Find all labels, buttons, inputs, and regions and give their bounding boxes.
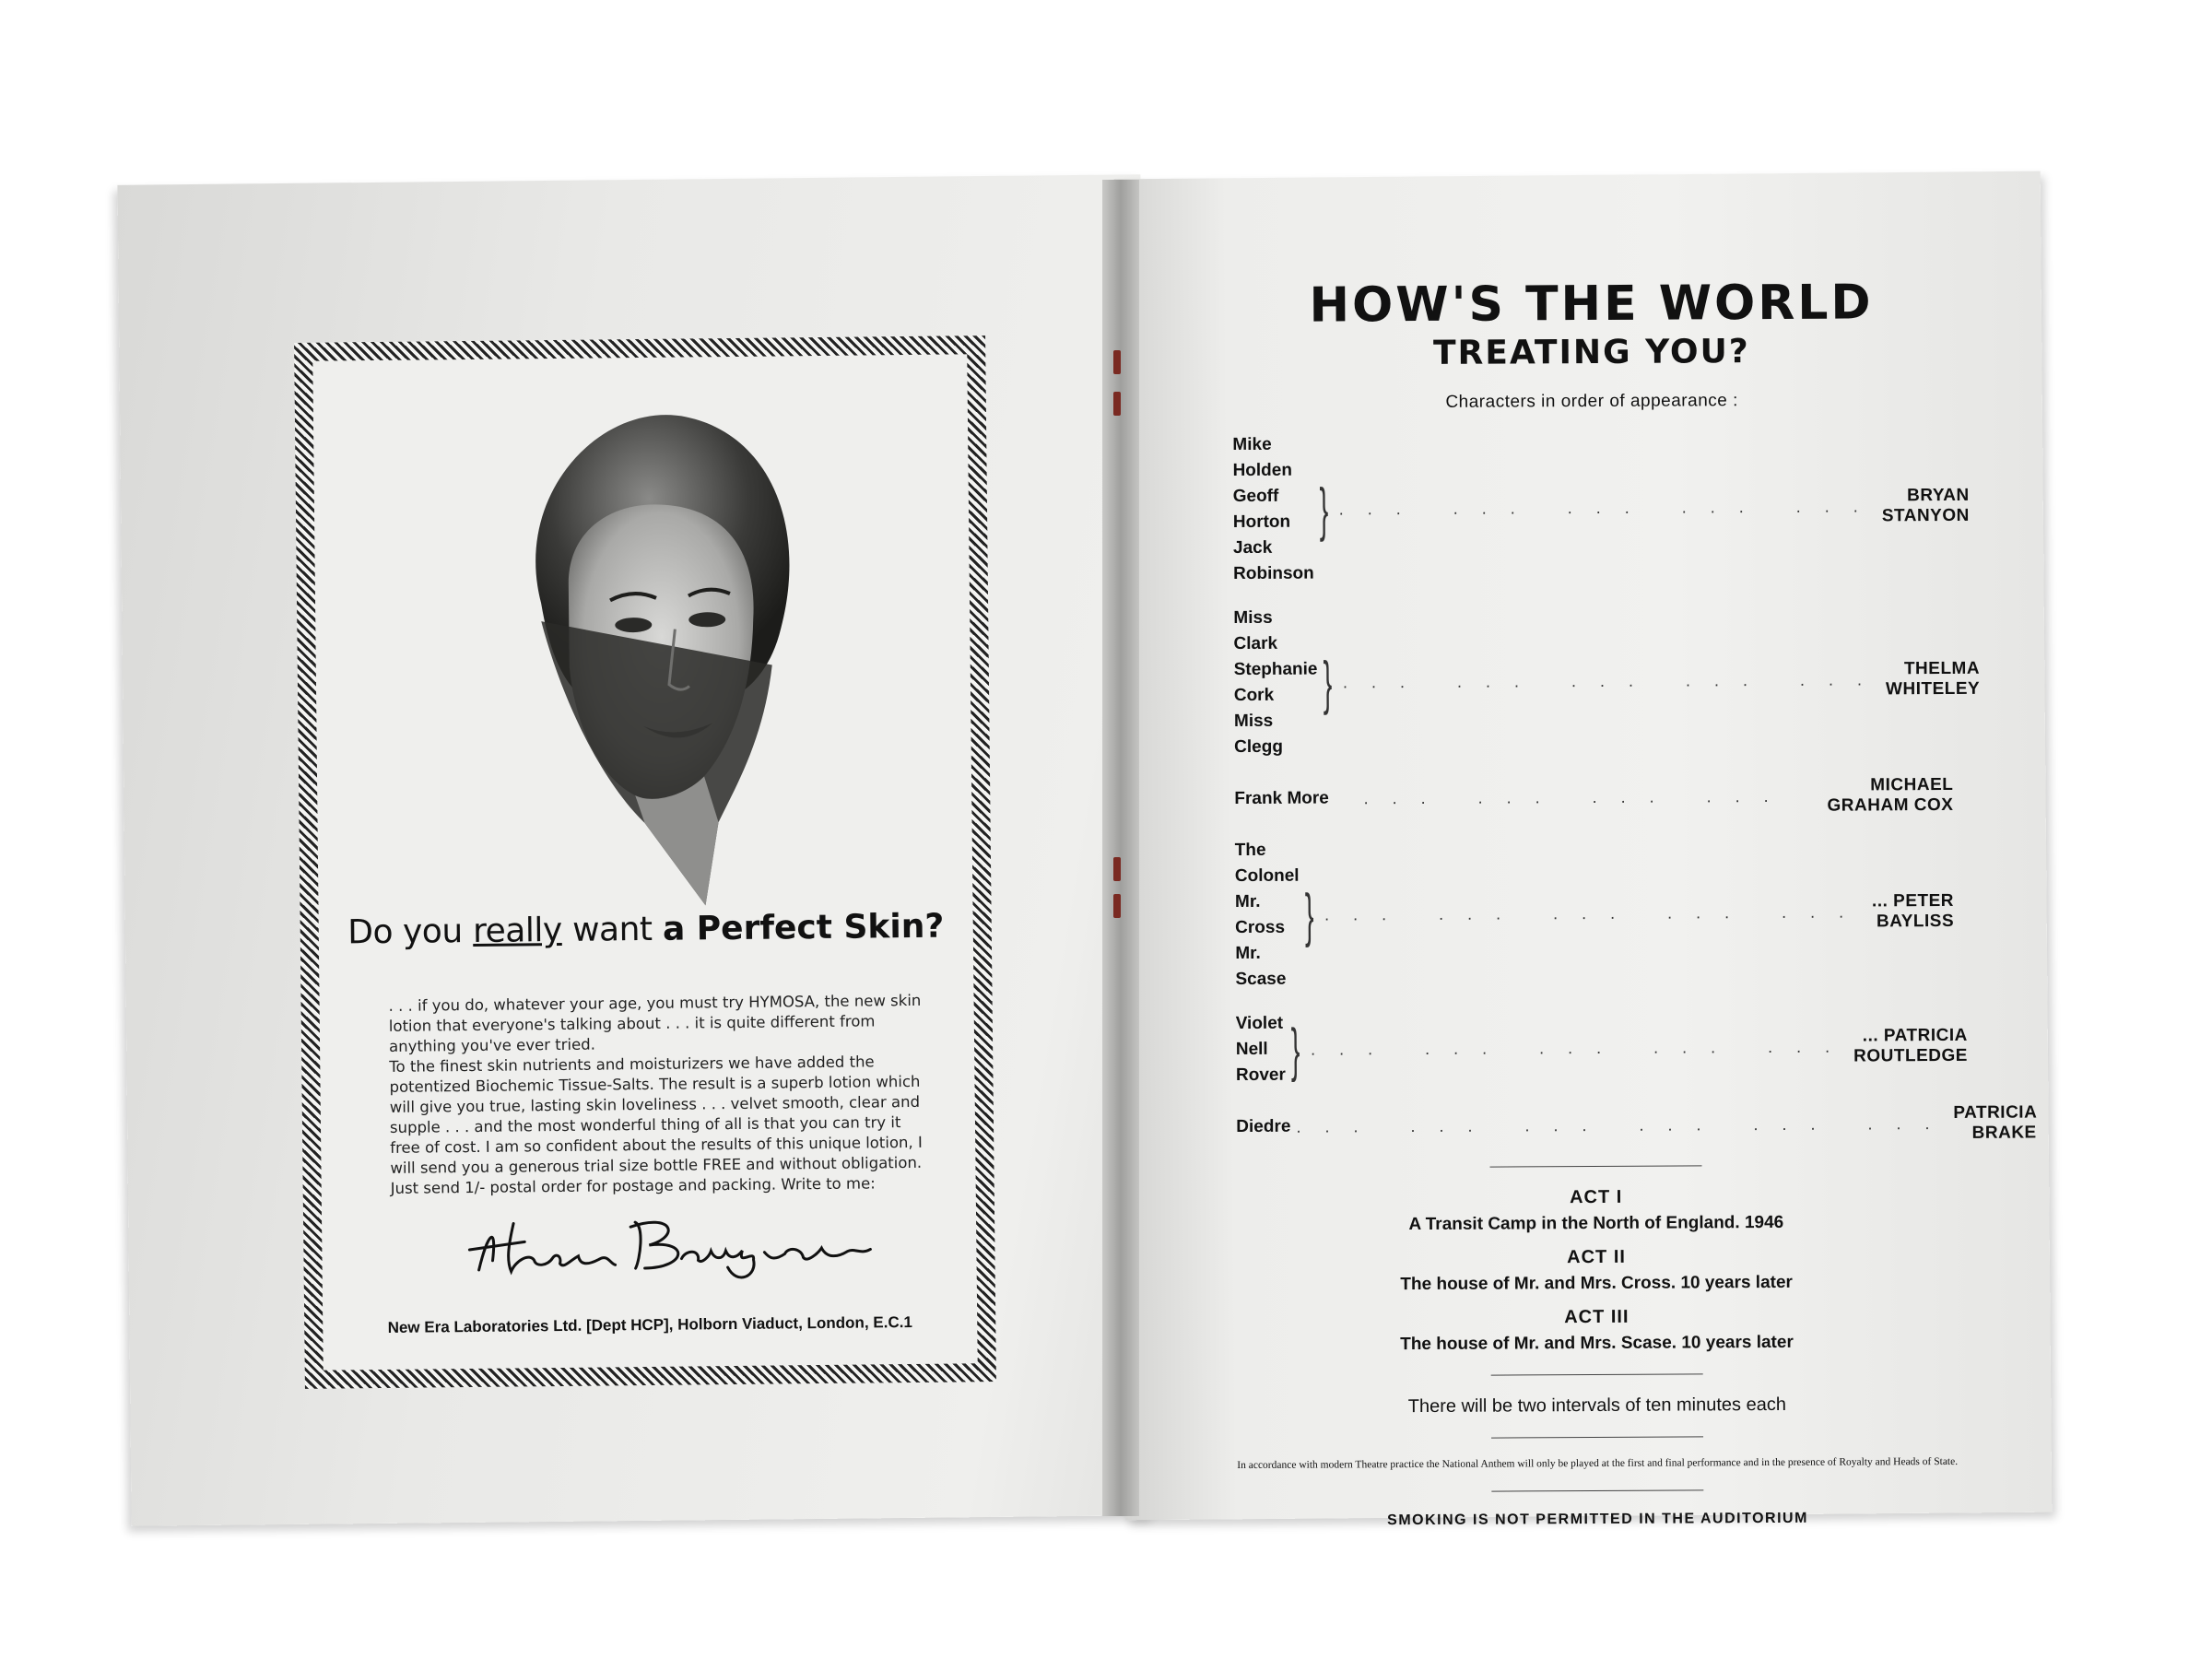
role-name: The Colonel bbox=[1234, 840, 1300, 887]
cast-row bbox=[1234, 775, 1953, 819]
smoking-notice: SMOKING IS NOT PERMITTED IN THE AUDITORIUM bbox=[1387, 1510, 1808, 1529]
staple bbox=[1113, 392, 1121, 416]
act-setting: The house of Mr. and Mrs. Scase. 10 years later bbox=[1400, 1332, 1794, 1355]
headline-bold: a Perfect Skin? bbox=[662, 907, 945, 948]
leader-dots: ... ... ... ... ... bbox=[1324, 901, 1868, 924]
headline-pre: Do you bbox=[347, 912, 463, 952]
leader-dots: ... ... ... ... ... bbox=[1342, 669, 1887, 691]
role-name: Nell bbox=[1235, 1039, 1268, 1060]
advert-footer-address: New Era Laboratories Ltd. [Dept HCP], Holborn Viaduct, London, E.C.1 bbox=[387, 1312, 912, 1336]
signature-image bbox=[460, 1201, 885, 1288]
leader-dots: ... ... ... ... ... bbox=[1311, 1037, 1854, 1059]
cast-row bbox=[1235, 834, 1955, 993]
role-names bbox=[1236, 1114, 1290, 1140]
play-title-line2: TREATING YOU? bbox=[1432, 333, 1750, 372]
leader-dots: ... ... ... ... ... ... bbox=[1296, 1113, 1954, 1136]
advert-paragraph: To the finest skin nutrients and moisturizers we have added the potentized Biochemic Tissue-Salts. The result is a superb lotion which will give you true, lasting skin loveliness . . . velvet smooth, clear and supple . . . and the most wonderful thing of all is that you can try it free of cost. I am so confident about the results of this unique lotion, I will send you a generous trial size bottle FREE and without obligation. Just send 1/- postal order for postage and packing. Write to me: bbox=[389, 1053, 923, 1197]
divider bbox=[1491, 1373, 1703, 1375]
headline-underlined: really bbox=[472, 911, 562, 950]
role-name: Jack Robinson bbox=[1232, 537, 1314, 584]
act-heading: ACT III bbox=[1564, 1306, 1630, 1328]
cast-row bbox=[1236, 1102, 2038, 1147]
role-names bbox=[1235, 838, 1300, 993]
leader-dots: ... ... ... ... bbox=[1363, 786, 1793, 807]
brace-icon: } bbox=[1319, 476, 1329, 543]
actor-name: PATRICIA BRAKE bbox=[1953, 1102, 2038, 1143]
cast-row bbox=[1233, 602, 1981, 760]
advert-border bbox=[294, 335, 996, 1389]
role-names bbox=[1232, 432, 1313, 587]
cast-subtitle: Characters in order of appearance : bbox=[1445, 391, 1738, 412]
advert bbox=[312, 354, 977, 1370]
staple bbox=[1113, 894, 1121, 918]
cast-row bbox=[1232, 429, 1970, 587]
actor-name: BRYAN STANYON bbox=[1881, 485, 1970, 526]
advert-paragraph: . . . if you do, whatever your age, you must try HYMOSA, the new skin lotion that everyone's talking about . . . it is quite different from anything you've ever tried. bbox=[388, 991, 922, 1055]
role-names bbox=[1236, 1011, 1286, 1088]
play-title-line1: HOW'S THE WORLD bbox=[1309, 275, 1874, 334]
cast-list bbox=[1232, 429, 2038, 1147]
booklet-spine bbox=[1102, 180, 1139, 1516]
act-setting: The house of Mr. and Mrs. Cross. 10 years later bbox=[1400, 1272, 1793, 1295]
role-name: Mike Holden bbox=[1232, 434, 1292, 481]
act-heading: ACT II bbox=[1567, 1246, 1626, 1268]
divider bbox=[1489, 1165, 1701, 1167]
actor-name: ... PATRICIA ROUTLEDGE bbox=[1853, 1025, 1968, 1066]
actor-name: ... PETER BAYLISS bbox=[1871, 890, 1955, 932]
role-name: Stephanie Cork bbox=[1233, 659, 1318, 706]
leader-dots: ... ... ... ... ... bbox=[1338, 496, 1882, 518]
staple bbox=[1113, 350, 1121, 374]
act-heading: ACT I bbox=[1570, 1186, 1623, 1208]
intervals-notice: There will be two intervals of ten minutes each bbox=[1407, 1394, 1787, 1418]
headline-mid: want bbox=[571, 910, 653, 949]
advert-body bbox=[389, 991, 925, 1199]
act-setting: A Transit Camp in the North of England. 1946 bbox=[1408, 1212, 1784, 1235]
advert-headline bbox=[319, 907, 973, 951]
role-name: Diedre bbox=[1236, 1116, 1291, 1137]
staple bbox=[1113, 857, 1121, 881]
role-name: Miss Clegg bbox=[1233, 711, 1283, 758]
brace-icon: } bbox=[1290, 1016, 1300, 1083]
brace-icon: } bbox=[1323, 649, 1333, 716]
programme-page bbox=[1194, 275, 2038, 1530]
role-name: Violet bbox=[1235, 1013, 1284, 1034]
acts-list bbox=[1200, 1185, 1994, 1357]
role-name: Geoff Horton bbox=[1232, 486, 1291, 533]
role-name: Mr. Cross bbox=[1234, 891, 1286, 938]
divider bbox=[1491, 1489, 1703, 1491]
anthem-notice: In accordance with modern Theatre practice the National Anthem will only be played at the first and final performance and in the presence of Royalty and Heads of State. bbox=[1237, 1455, 1959, 1472]
actor-name: THELMA WHITELEY bbox=[1885, 658, 1981, 700]
role-name: Mr. Scase bbox=[1235, 943, 1287, 990]
role-names bbox=[1233, 606, 1318, 760]
role-names bbox=[1234, 785, 1358, 812]
cast-row bbox=[1235, 1007, 1968, 1088]
actor-name: MICHAEL GRAHAM COX bbox=[1827, 774, 1954, 816]
brace-icon: } bbox=[1304, 881, 1314, 948]
role-name: Miss Clark bbox=[1233, 607, 1278, 654]
woman-portrait-image bbox=[502, 388, 803, 907]
role-name: Rover bbox=[1235, 1065, 1286, 1086]
divider bbox=[1491, 1436, 1703, 1438]
role-name: Frank More bbox=[1234, 788, 1329, 809]
